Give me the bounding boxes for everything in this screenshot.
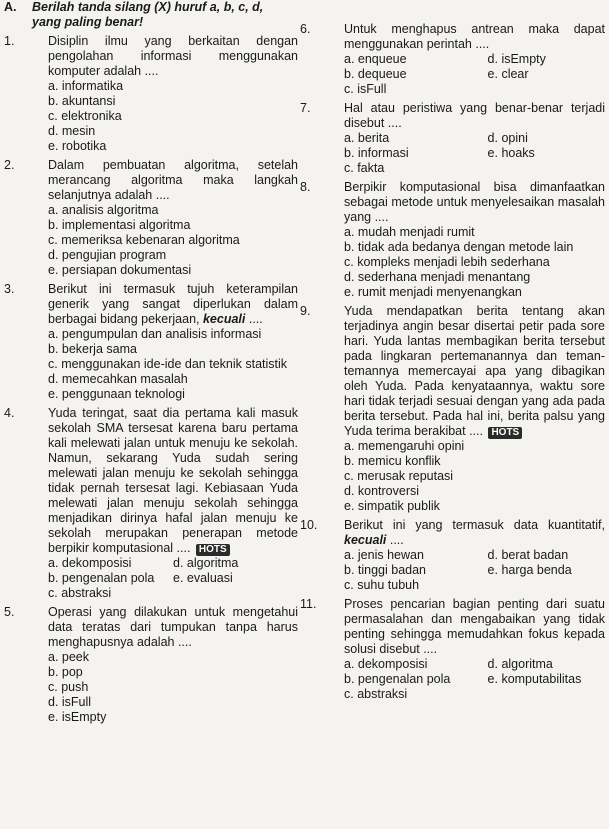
option-c[interactable]: c. isFull xyxy=(344,82,387,96)
option-d[interactable]: d. berat badan xyxy=(487,548,569,562)
section-letter: A. xyxy=(4,0,17,14)
question-number: 4. xyxy=(4,406,15,420)
question-stem: Untuk menghapus antrean maka dapat menggunakan perintah .... xyxy=(344,22,605,51)
question-10 xyxy=(300,518,605,593)
question-stem: Dalam pembuatan algoritma, setelah merancang algoritma maka langkah selanjutnya adalah .... xyxy=(48,158,298,202)
question-4 xyxy=(4,406,298,601)
option-list xyxy=(48,203,298,278)
question-stem: Berpikir komputasional bisa dimanfaatkan sebagai metode untuk menyelesaikan masalah yang .... xyxy=(344,180,605,224)
question-7 xyxy=(300,101,605,176)
option-c[interactable]: c. elektronika xyxy=(48,109,122,123)
question-stem-end: .... xyxy=(245,312,263,326)
option-b[interactable]: b. pop xyxy=(48,665,83,679)
option-b[interactable]: b. dequeue xyxy=(344,67,407,81)
option-b[interactable]: b. implementasi algoritma xyxy=(48,218,191,232)
option-e[interactable]: e. isEmpty xyxy=(48,710,107,724)
right-column xyxy=(300,22,605,706)
section-instruction-line2: yang paling benar! xyxy=(32,15,144,29)
option-a[interactable]: a. analisis algoritma xyxy=(48,203,159,217)
option-d[interactable]: d. algoritma xyxy=(487,657,553,671)
option-c[interactable]: c. abstraksi xyxy=(48,586,112,600)
question-stem: Operasi yang dilakukan untuk mengetahui data teratas dari tumpukan tanpa harus menghapusnya adalah .... xyxy=(48,605,298,649)
question-stem-text: Yuda mendapatkan berita tentang akan terjadinya angin besar disertai petir pada sore hari. Yuda lantas membagikan berita tersebut pada lingkaran pertemanannya dan teman-temannya memercayai apa yang dibagikan oleh Yuda. Pada kenyataannya, waktu sore hari tidak terjadi sesuai dengan yang ada pada berita tersebut. Pada hal ini, berita palsu yang Yuda terima berakibat .... xyxy=(344,304,605,438)
question-number: 1. xyxy=(4,34,15,48)
option-d[interactable]: d. pengujian program xyxy=(48,248,167,262)
option-list xyxy=(48,556,298,601)
option-a[interactable]: a. mudah menjadi rumit xyxy=(344,225,475,239)
option-a[interactable]: a. berita xyxy=(344,131,390,145)
option-e[interactable]: e. evaluasi xyxy=(173,571,233,585)
option-c[interactable]: c. fakta xyxy=(344,161,385,175)
question-stem xyxy=(4,282,298,327)
question-number: 2. xyxy=(4,158,15,172)
question-stem-emphasis: kecuali xyxy=(202,312,246,326)
question-stem xyxy=(344,518,605,548)
option-c[interactable]: c. abstraksi xyxy=(344,687,408,701)
question-stem: Proses pencarian bagian penting dari suatu permasalahan dan mengabaikan yang tidak penting sehingga memudahkan fokus kepada solusi disebut .... xyxy=(344,597,605,656)
question-3 xyxy=(4,282,298,402)
option-e[interactable]: e. simpatik publik xyxy=(344,499,440,513)
option-list xyxy=(344,225,605,300)
option-c[interactable]: c. memeriksa kebenaran algoritma xyxy=(48,233,240,247)
option-e[interactable]: e. hoaks xyxy=(487,146,535,160)
question-1 xyxy=(4,34,298,154)
question-stem: Disiplin ilmu yang berkaitan dengan pengolahan informasi menggunakan komputer adalah .... xyxy=(48,34,298,78)
option-e[interactable]: e. harga benda xyxy=(487,563,572,577)
option-d[interactable]: d. algoritma xyxy=(173,556,239,570)
option-b[interactable]: b. informasi xyxy=(344,146,409,160)
option-d[interactable]: d. memecahkan masalah xyxy=(48,372,188,386)
option-a[interactable]: a. pengumpulan dan analisis informasi xyxy=(48,327,262,341)
option-e[interactable]: e. penggunaan teknologi xyxy=(48,387,185,401)
question-number: 9. xyxy=(300,304,311,318)
option-d[interactable]: d. kontroversi xyxy=(344,484,420,498)
option-d[interactable]: d. isFull xyxy=(48,695,92,709)
option-a[interactable]: a. peek xyxy=(48,650,90,664)
option-e[interactable]: e. robotika xyxy=(48,139,107,153)
question-number: 10. xyxy=(300,518,318,532)
question-8 xyxy=(300,180,605,300)
hots-badge: HOTS xyxy=(196,544,230,556)
option-list xyxy=(48,327,298,402)
option-a[interactable]: a. dekomposisi xyxy=(48,556,132,570)
option-d[interactable]: d. opini xyxy=(487,131,528,145)
option-c[interactable]: c. push xyxy=(48,680,89,694)
left-column xyxy=(4,28,298,729)
option-d[interactable]: d. mesin xyxy=(48,124,96,138)
question-9 xyxy=(300,304,605,514)
option-list xyxy=(344,657,605,702)
option-list xyxy=(344,52,605,97)
option-a[interactable]: a. informatika xyxy=(48,79,124,93)
question-stem-text: Berikut ini yang termasuk data kuantitatif, xyxy=(344,518,605,532)
question-stem: Hal atau peristiwa yang benar-benar terjadi disebut .... xyxy=(344,101,605,130)
option-d[interactable]: d. isEmpty xyxy=(487,52,546,66)
option-a[interactable]: a. memengaruhi opini xyxy=(344,439,465,453)
option-b[interactable]: b. tinggi badan xyxy=(344,563,427,577)
option-list xyxy=(344,548,605,593)
question-number: 6. xyxy=(300,22,311,36)
option-b[interactable]: b. memicu konflik xyxy=(344,454,441,468)
section-header xyxy=(4,0,604,29)
option-b[interactable]: b. tidak ada bedanya dengan metode lain xyxy=(344,240,574,254)
option-e[interactable]: e. clear xyxy=(487,67,529,81)
option-b[interactable]: b. bekerja sama xyxy=(48,342,137,356)
option-a[interactable]: a. jenis hewan xyxy=(344,548,424,562)
option-e[interactable]: e. rumit menjadi menyenangkan xyxy=(344,285,522,299)
question-number: 8. xyxy=(300,180,311,194)
question-5 xyxy=(4,605,298,725)
section-instruction: Berilah tanda silang (X) huruf a, b, c, d, xyxy=(32,0,264,14)
option-c[interactable]: c. suhu tubuh xyxy=(344,578,420,592)
question-number: 3. xyxy=(4,282,15,296)
question-number: 11. xyxy=(300,597,317,611)
question-stem-end: .... xyxy=(386,533,404,547)
option-list xyxy=(48,650,298,725)
question-stem-emphasis: kecuali xyxy=(344,533,387,547)
option-c[interactable]: c. merusak reputasi xyxy=(344,469,454,483)
option-list xyxy=(344,131,605,176)
question-number: 7. xyxy=(300,101,311,115)
question-stem-text: Yuda teringat, saat dia pertama kali masuk sekolah SMA tersesat karena baru pertama kali melewati jalan untuk menuju ke sekolah. Namun, sekarang Yuda sudah sering melewati jalan menuju ke sekolah sehingga tidak pernah tersesat lagi. Kebiasaan Yuda melewati jalan menuju sekolah sehingga menjadikan dirinya hafal jalan menuju ke sekolah merupakan penerapan metode berpikir komputasional .... xyxy=(48,406,298,555)
option-b[interactable]: b. pengenalan pola xyxy=(344,672,451,686)
question-stem xyxy=(4,406,298,556)
question-11 xyxy=(300,597,605,702)
option-e[interactable]: e. persiapan dokumentasi xyxy=(48,263,192,277)
option-a[interactable]: a. dekomposisi xyxy=(344,657,428,671)
question-2 xyxy=(4,158,298,278)
question-stem-text: Berikut ini termasuk tujuh keterampilan generik yang sangat diperlukan dalam berbagai bidang pekerjaan, xyxy=(48,282,298,326)
option-c[interactable]: c. kompleks menjadi lebih sederhana xyxy=(344,255,550,269)
option-c[interactable]: c. menggunakan ide-ide dan teknik statistik xyxy=(48,357,288,371)
option-e[interactable]: e. komputabilitas xyxy=(487,672,582,686)
option-list xyxy=(344,439,605,514)
question-6 xyxy=(300,22,605,97)
hots-badge: HOTS xyxy=(488,427,522,439)
option-b[interactable]: b. akuntansi xyxy=(48,94,116,108)
option-d[interactable]: d. sederhana menjadi menantang xyxy=(344,270,531,284)
question-stem xyxy=(344,304,605,439)
option-list xyxy=(48,79,298,154)
question-number: 5. xyxy=(4,605,15,619)
option-b[interactable]: b. pengenalan pola xyxy=(48,571,155,585)
option-a[interactable]: a. enqueue xyxy=(344,52,407,66)
